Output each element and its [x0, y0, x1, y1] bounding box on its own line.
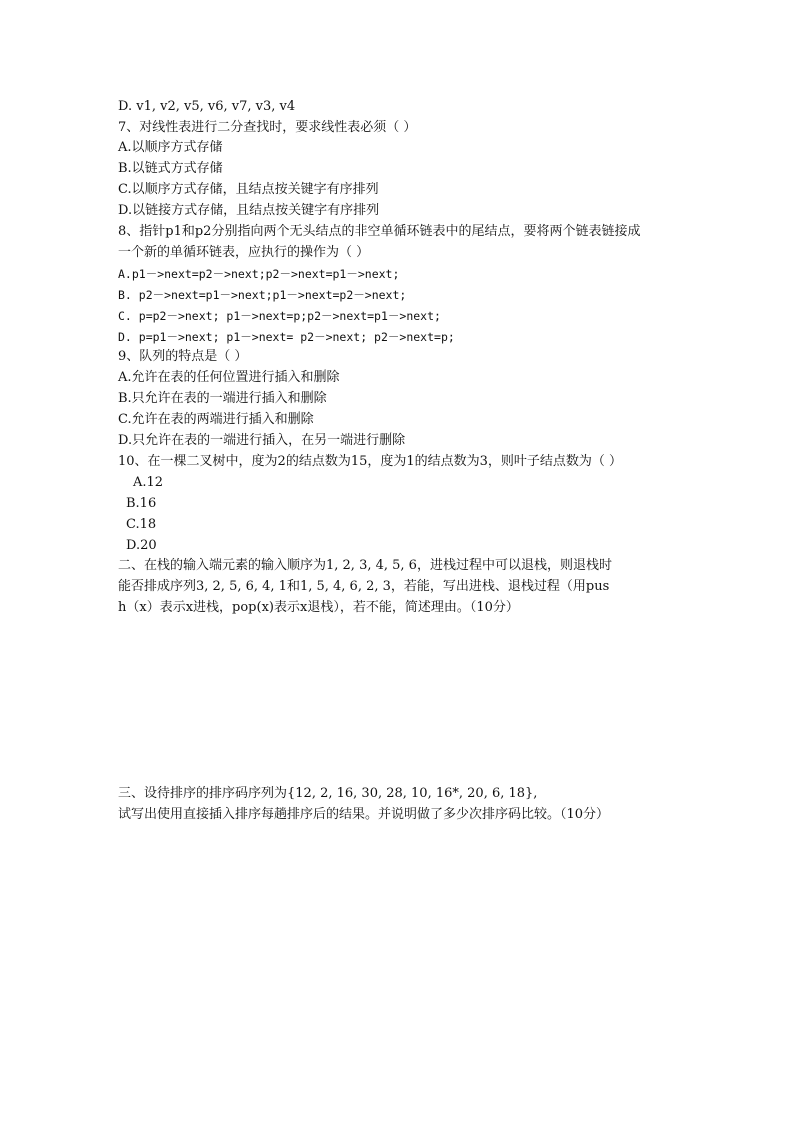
q9-option-b: B.只允许在表的一端进行插入和删除 [118, 391, 327, 406]
q9-option-d: D.只允许在表的一端进行插入，在另一端进行删除 [118, 433, 406, 448]
q8-option-b: B. p2－>next=p1－>next;p1－>next=p2－>next; [118, 288, 407, 302]
q6-option-d: D. v1, v2, v5, v6, v7, v3, v4 [118, 99, 296, 114]
q8-stem-line2: 一个新的单循环链表，应执行的操作为（ ） [118, 245, 370, 260]
section2-line2: 能否排成序列3, 2, 5, 6, 4, 1和1, 5, 4, 6, 2, 3，若能，写出进栈、退栈过程（用pus [118, 579, 610, 594]
q7-stem: 7、对线性表进行二分查找时，要求线性表必须（ ） [118, 120, 417, 135]
section2-line1: 二、在栈的输入端元素的输入顺序为1, 2, 3, 4, 5, 6，进栈过程中可以退栈，则退栈时 [118, 558, 612, 573]
q7-option-b: B.以链式方式存储 [118, 161, 223, 176]
q7-option-d: D.以链接方式存储，且结点按关键字有序排列 [118, 203, 380, 218]
q10-option-d: D.20 [126, 538, 157, 553]
section3-line2: 试写出使用直接插入排序每趟排序后的结果。并说明做了多少次排序码比较。（10分） [118, 807, 610, 822]
q8-option-a: A.p1－>next=p2－>next;p2－>next=p1－>next; [118, 267, 400, 281]
q10-option-b: B.16 [126, 496, 157, 511]
q10-option-c: C.18 [126, 517, 157, 532]
q10-stem: 10、在一棵二叉树中，度为2的结点数为15，度为1的结点数为3，则叶子结点数为（ ） [118, 454, 623, 469]
q9-stem: 9、队列的特点是（ ） [118, 349, 248, 364]
section3-line1: 三、设待排序的排序码序列为{12, 2, 16, 30, 28, 10, 16*, 20, 6, 18}, [118, 786, 538, 801]
q9-option-a: A.允许在表的任何位置进行插入和删除 [118, 370, 340, 385]
q8-option-d: D. p=p1－>next; p1－>next= p2－>next; p2－>next=p; [118, 330, 455, 344]
q9-option-c: C.允许在表的两端进行插入和删除 [118, 412, 314, 427]
q10-option-a: A.12 [133, 475, 164, 490]
q7-option-a: A.以顺序方式存储 [118, 140, 223, 155]
q8-stem-line1: 8、指针p1和p2分别指向两个无头结点的非空单循环链表中的尾结点，要将两个链表链接成 [118, 224, 641, 239]
section2-line3: h（x）表示x进栈，pop(x)表示x退栈），若不能，简述理由。（10分） [118, 600, 519, 615]
q7-option-c: C.以顺序方式存储，且结点按关键字有序排列 [118, 182, 379, 197]
q8-option-c: C. p=p2－>next; p1－>next=p;p2－>next=p1－>next; [118, 309, 441, 323]
